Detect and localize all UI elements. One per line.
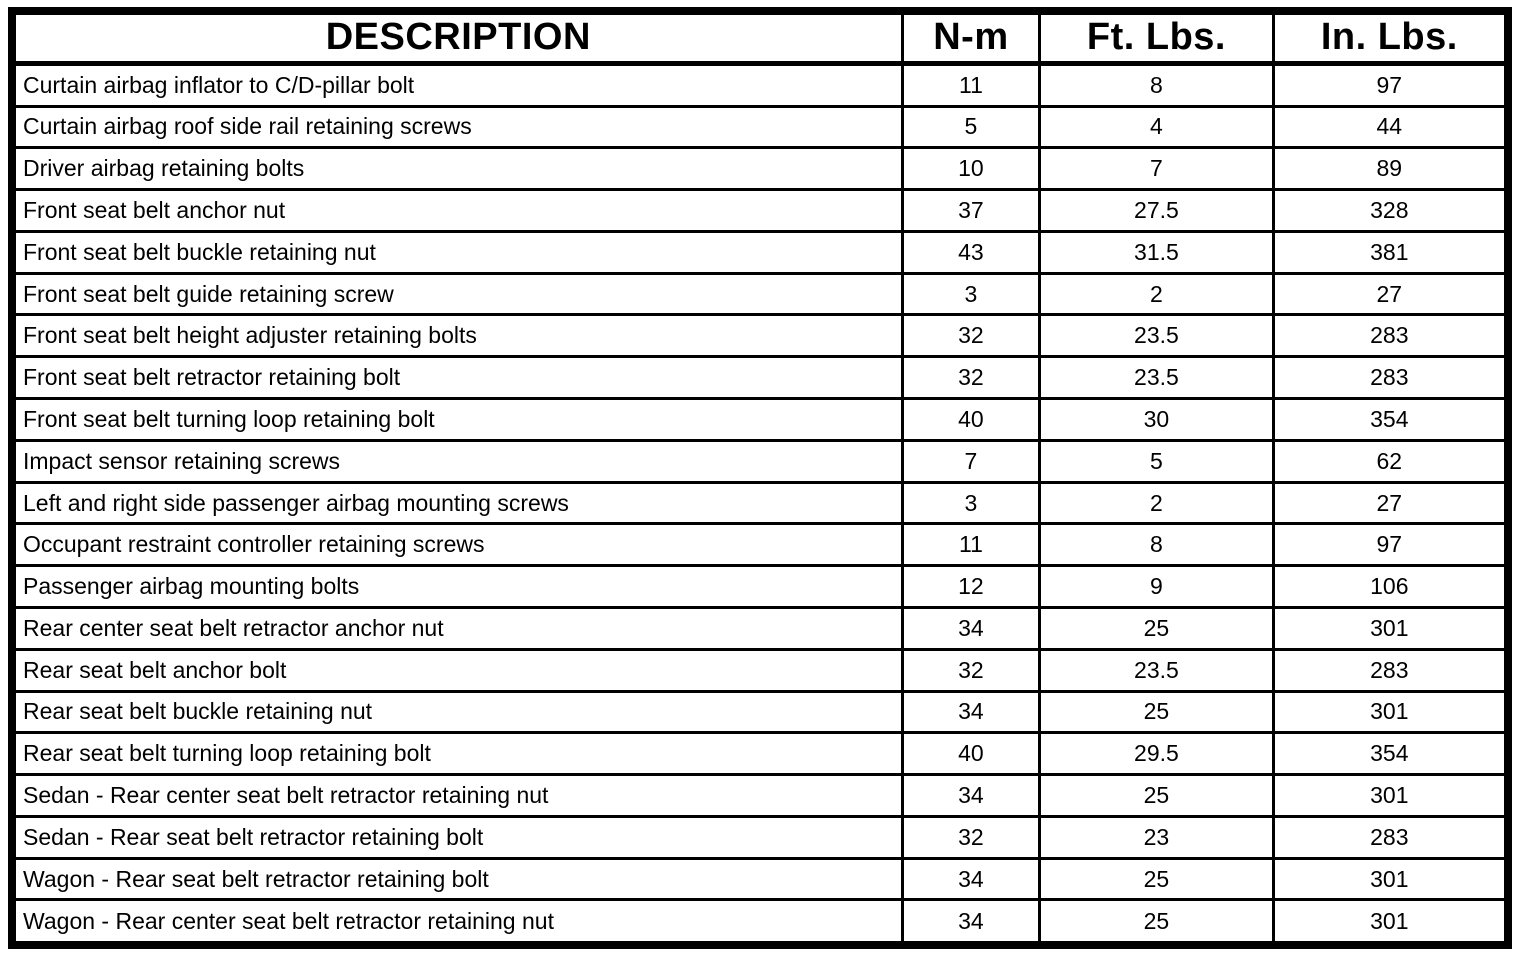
ftlbs-cell: 7 xyxy=(1040,148,1273,190)
description-cell: Front seat belt buckle retaining nut xyxy=(12,231,902,273)
ftlbs-cell: 25 xyxy=(1040,607,1273,649)
description-cell: Front seat belt guide retaining screw xyxy=(12,273,902,315)
nm-cell: 3 xyxy=(902,273,1040,315)
description-cell: Front seat belt anchor nut xyxy=(12,190,902,232)
nm-cell: 34 xyxy=(902,691,1040,733)
ftlbs-cell: 8 xyxy=(1040,63,1273,106)
table-row xyxy=(12,691,1508,733)
inlbs-cell: 301 xyxy=(1273,900,1508,945)
description-cell: Rear seat belt anchor bolt xyxy=(12,649,902,691)
ftlbs-cell: 2 xyxy=(1040,273,1273,315)
nm-cell: 5 xyxy=(902,106,1040,148)
inlbs-cell: 283 xyxy=(1273,315,1508,357)
nm-cell: 12 xyxy=(902,566,1040,608)
inlbs-cell: 354 xyxy=(1273,399,1508,441)
inlbs-cell: 44 xyxy=(1273,106,1508,148)
table-row xyxy=(12,607,1508,649)
table-row xyxy=(12,482,1508,524)
inlbs-cell: 301 xyxy=(1273,775,1508,817)
nm-cell: 34 xyxy=(902,607,1040,649)
column-header-description: DESCRIPTION xyxy=(12,11,902,63)
ftlbs-cell: 29.5 xyxy=(1040,733,1273,775)
ftlbs-cell: 25 xyxy=(1040,858,1273,900)
description-cell: Rear seat belt turning loop retaining bolt xyxy=(12,733,902,775)
description-cell: Impact sensor retaining screws xyxy=(12,440,902,482)
table-row xyxy=(12,733,1508,775)
nm-cell: 40 xyxy=(902,399,1040,441)
description-cell: Wagon - Rear center seat belt retractor retaining nut xyxy=(12,900,902,945)
description-cell: Rear center seat belt retractor anchor nut xyxy=(12,607,902,649)
table-row xyxy=(12,524,1508,566)
description-cell: Sedan - Rear seat belt retractor retaining bolt xyxy=(12,816,902,858)
inlbs-cell: 62 xyxy=(1273,440,1508,482)
table-row xyxy=(12,231,1508,273)
table-row xyxy=(12,63,1508,106)
nm-cell: 10 xyxy=(902,148,1040,190)
nm-cell: 34 xyxy=(902,858,1040,900)
description-cell: Occupant restraint controller retaining screws xyxy=(12,524,902,566)
table-row xyxy=(12,900,1508,945)
torque-spec-table xyxy=(8,7,1512,949)
ftlbs-cell: 9 xyxy=(1040,566,1273,608)
nm-cell: 32 xyxy=(902,315,1040,357)
ftlbs-cell: 25 xyxy=(1040,900,1273,945)
description-cell: Front seat belt retractor retaining bolt xyxy=(12,357,902,399)
inlbs-cell: 283 xyxy=(1273,816,1508,858)
column-header-ftlbs: Ft. Lbs. xyxy=(1040,11,1273,63)
ftlbs-cell: 4 xyxy=(1040,106,1273,148)
ftlbs-cell: 25 xyxy=(1040,775,1273,817)
table-row xyxy=(12,649,1508,691)
table-header xyxy=(12,11,1508,63)
description-cell: Rear seat belt buckle retaining nut xyxy=(12,691,902,733)
table-row xyxy=(12,273,1508,315)
ftlbs-cell: 2 xyxy=(1040,482,1273,524)
ftlbs-cell: 23.5 xyxy=(1040,315,1273,357)
table-row xyxy=(12,190,1508,232)
nm-cell: 32 xyxy=(902,816,1040,858)
inlbs-cell: 301 xyxy=(1273,858,1508,900)
description-cell: Passenger airbag mounting bolts xyxy=(12,566,902,608)
table-row xyxy=(12,106,1508,148)
column-header-nm: N-m xyxy=(902,11,1040,63)
table-row xyxy=(12,440,1508,482)
column-header-inlbs: In. Lbs. xyxy=(1273,11,1508,63)
ftlbs-cell: 5 xyxy=(1040,440,1273,482)
description-cell: Curtain airbag roof side rail retaining screws xyxy=(12,106,902,148)
description-cell: Sedan - Rear center seat belt retractor retaining nut xyxy=(12,775,902,817)
inlbs-cell: 283 xyxy=(1273,649,1508,691)
nm-cell: 7 xyxy=(902,440,1040,482)
nm-cell: 37 xyxy=(902,190,1040,232)
nm-cell: 32 xyxy=(902,357,1040,399)
table-row xyxy=(12,399,1508,441)
nm-cell: 11 xyxy=(902,524,1040,566)
description-cell: Curtain airbag inflator to C/D-pillar bolt xyxy=(12,63,902,106)
description-cell: Left and right side passenger airbag mounting screws xyxy=(12,482,902,524)
table-row xyxy=(12,148,1508,190)
table-row xyxy=(12,315,1508,357)
ftlbs-cell: 30 xyxy=(1040,399,1273,441)
inlbs-cell: 106 xyxy=(1273,566,1508,608)
table-row xyxy=(12,566,1508,608)
description-cell: Front seat belt turning loop retaining bolt xyxy=(12,399,902,441)
inlbs-cell: 27 xyxy=(1273,482,1508,524)
ftlbs-cell: 25 xyxy=(1040,691,1273,733)
ftlbs-cell: 23 xyxy=(1040,816,1273,858)
table-body xyxy=(12,63,1508,945)
inlbs-cell: 97 xyxy=(1273,524,1508,566)
description-cell: Wagon - Rear seat belt retractor retaining bolt xyxy=(12,858,902,900)
description-cell: Front seat belt height adjuster retaining bolts xyxy=(12,315,902,357)
nm-cell: 34 xyxy=(902,775,1040,817)
inlbs-cell: 27 xyxy=(1273,273,1508,315)
ftlbs-cell: 23.5 xyxy=(1040,649,1273,691)
ftlbs-cell: 27.5 xyxy=(1040,190,1273,232)
nm-cell: 32 xyxy=(902,649,1040,691)
inlbs-cell: 301 xyxy=(1273,607,1508,649)
table-row xyxy=(12,858,1508,900)
inlbs-cell: 354 xyxy=(1273,733,1508,775)
ftlbs-cell: 8 xyxy=(1040,524,1273,566)
inlbs-cell: 97 xyxy=(1273,63,1508,106)
ftlbs-cell: 31.5 xyxy=(1040,231,1273,273)
header-row xyxy=(12,11,1508,63)
nm-cell: 34 xyxy=(902,900,1040,945)
inlbs-cell: 381 xyxy=(1273,231,1508,273)
inlbs-cell: 283 xyxy=(1273,357,1508,399)
table-row xyxy=(12,775,1508,817)
table-row xyxy=(12,816,1508,858)
inlbs-cell: 301 xyxy=(1273,691,1508,733)
inlbs-cell: 89 xyxy=(1273,148,1508,190)
table-row xyxy=(12,357,1508,399)
nm-cell: 40 xyxy=(902,733,1040,775)
inlbs-cell: 328 xyxy=(1273,190,1508,232)
nm-cell: 3 xyxy=(902,482,1040,524)
ftlbs-cell: 23.5 xyxy=(1040,357,1273,399)
nm-cell: 43 xyxy=(902,231,1040,273)
description-cell: Driver airbag retaining bolts xyxy=(12,148,902,190)
nm-cell: 11 xyxy=(902,63,1040,106)
